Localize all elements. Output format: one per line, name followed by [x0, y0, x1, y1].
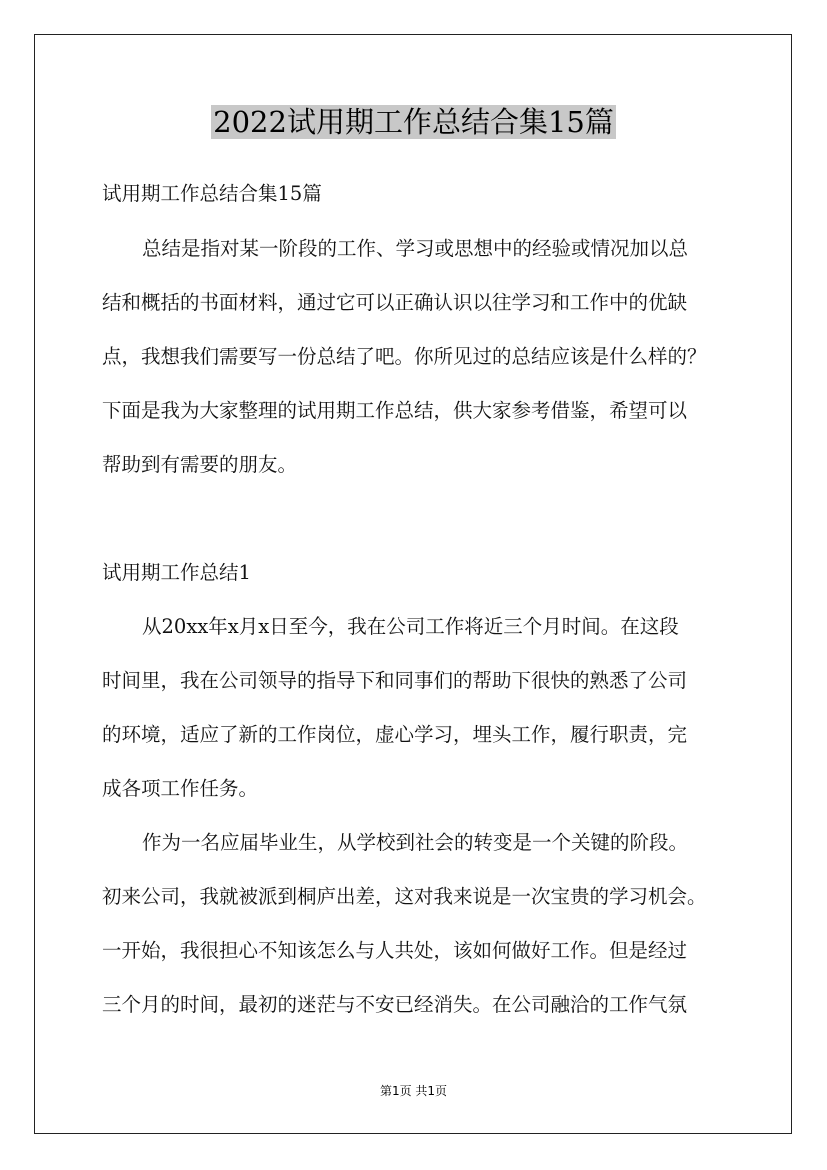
intro-line: 下面是我为大家整理的试用期工作总结，供大家参考借鉴，希望可以 [102, 399, 688, 422]
paragraph-line: 成各项工作任务。 [102, 777, 259, 800]
intro-line: 帮助到有需要的朋友。 [102, 453, 298, 476]
section-heading: 试用期工作总结1 [102, 561, 251, 584]
paragraph-line: 从20xx年x月x日至今，我在公司工作将近三个月时间。在这段 [142, 615, 679, 638]
paragraph-line: 时间里，我在公司领导的指导下和同事们的帮助下很快的熟悉了公司 [102, 669, 688, 692]
paragraph-line: 初来公司，我就被派到桐庐出差，这对我来说是一次宝贵的学习机会。 [102, 885, 707, 908]
paragraph-line: 作为一名应届毕业生，从学校到社会的转变是一个关键的阶段。 [142, 831, 689, 854]
paragraph-line: 三个月的时间，最初的迷茫与不安已经消失。在公司融洽的工作气氛 [102, 993, 688, 1016]
document-title: 2022试用期工作总结合集15篇 [213, 105, 614, 139]
paragraph-line: 一开始，我很担心不知该怎么与人共处，该如何做好工作。但是经过 [102, 939, 688, 962]
intro-line: 点，我想我们需要写一份总结了吧。你所见过的总结应该是什么样的？ [102, 345, 707, 368]
document-subtitle: 试用期工作总结合集15篇 [102, 182, 322, 205]
page-footer: 第1页 共1页 [379, 1084, 448, 1098]
intro-line: 总结是指对某一阶段的工作、学习或思想中的经验或情况加以总 [142, 237, 689, 260]
paragraph-line: 的环境，适应了新的工作岗位，虚心学习，埋头工作，履行职责，完 [102, 723, 688, 746]
intro-line: 结和概括的书面材料，通过它可以正确认识以往学习和工作中的优缺 [102, 291, 688, 314]
